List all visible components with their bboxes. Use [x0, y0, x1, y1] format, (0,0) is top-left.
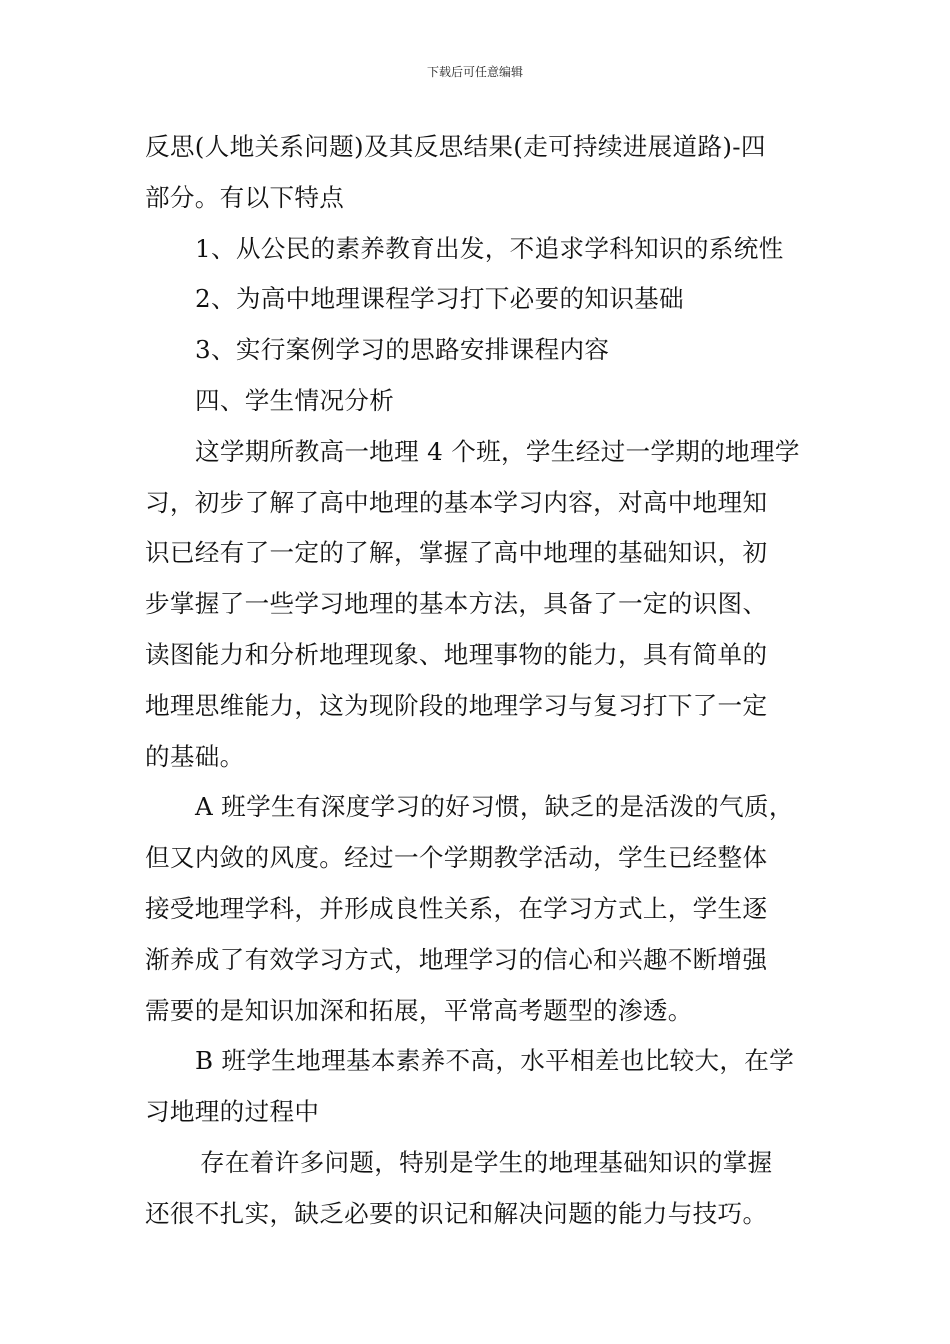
text-line: 渐养成了有效学习方式，地理学习的信心和兴趣不断增强: [145, 944, 768, 974]
page-header: 下载后可任意编辑: [426, 65, 523, 79]
text-line: 习地理的过程中: [145, 1097, 320, 1127]
list-item: 3、实行案例学习的思路安排课程内容: [195, 335, 610, 365]
text-line: 步掌握了一些学习地理的基本方法，具备了一定的识图、: [145, 589, 768, 619]
text-line: B 班学生地理基本素养不高，水平相差也比较大，在学: [195, 1046, 795, 1076]
text-line: 这学期所教高一地理 4 个班，学生经过一学期的地理学: [195, 436, 800, 466]
text-line: 地理思维能力，这为现阶段的地理学习与复习打下了一定: [145, 690, 768, 720]
text-line: 但又内敛的风度。经过一个学期教学活动，学生已经整体: [145, 843, 768, 873]
text-line: 习，初步了解了高中地理的基本学习内容，对高中地理知: [145, 487, 768, 517]
text-line: 反思(人地关系问题)及其反思结果(走可持续进展道路)-四: [145, 132, 766, 161]
list-item: 2、为高中地理课程学习打下必要的知识基础: [195, 284, 684, 314]
text-line: A 班学生有深度学习的好习惯，缺乏的是活泼的气质，: [195, 792, 794, 822]
list-item: 1、从公民的素养教育出发，不追求学科知识的系统性: [195, 233, 784, 263]
text-line: 还很不扎实，缺乏必要的识记和解决问题的能力与技巧。: [145, 1198, 768, 1228]
text-line: 的基础。: [145, 741, 245, 771]
text-line: 读图能力和分析地理现象、地理事物的能力，具有简单的: [145, 639, 768, 669]
text-line: 接受地理学科，并形成良性关系，在学习方式上，学生逐: [145, 893, 768, 923]
document-body: [145, 122, 810, 1240]
text-line: 识已经有了一定的了解，掌握了高中地理的基础知识，初: [145, 538, 768, 568]
text-line: 部分。有以下特点: [145, 182, 345, 212]
section-heading: 四、学生情况分析: [195, 385, 395, 415]
text-line: 存在着许多问题，特别是学生的地理基础知识的掌握: [200, 1147, 773, 1177]
text-line: 需要的是知识加深和拓展，平常高考题型的渗透。: [145, 995, 693, 1025]
